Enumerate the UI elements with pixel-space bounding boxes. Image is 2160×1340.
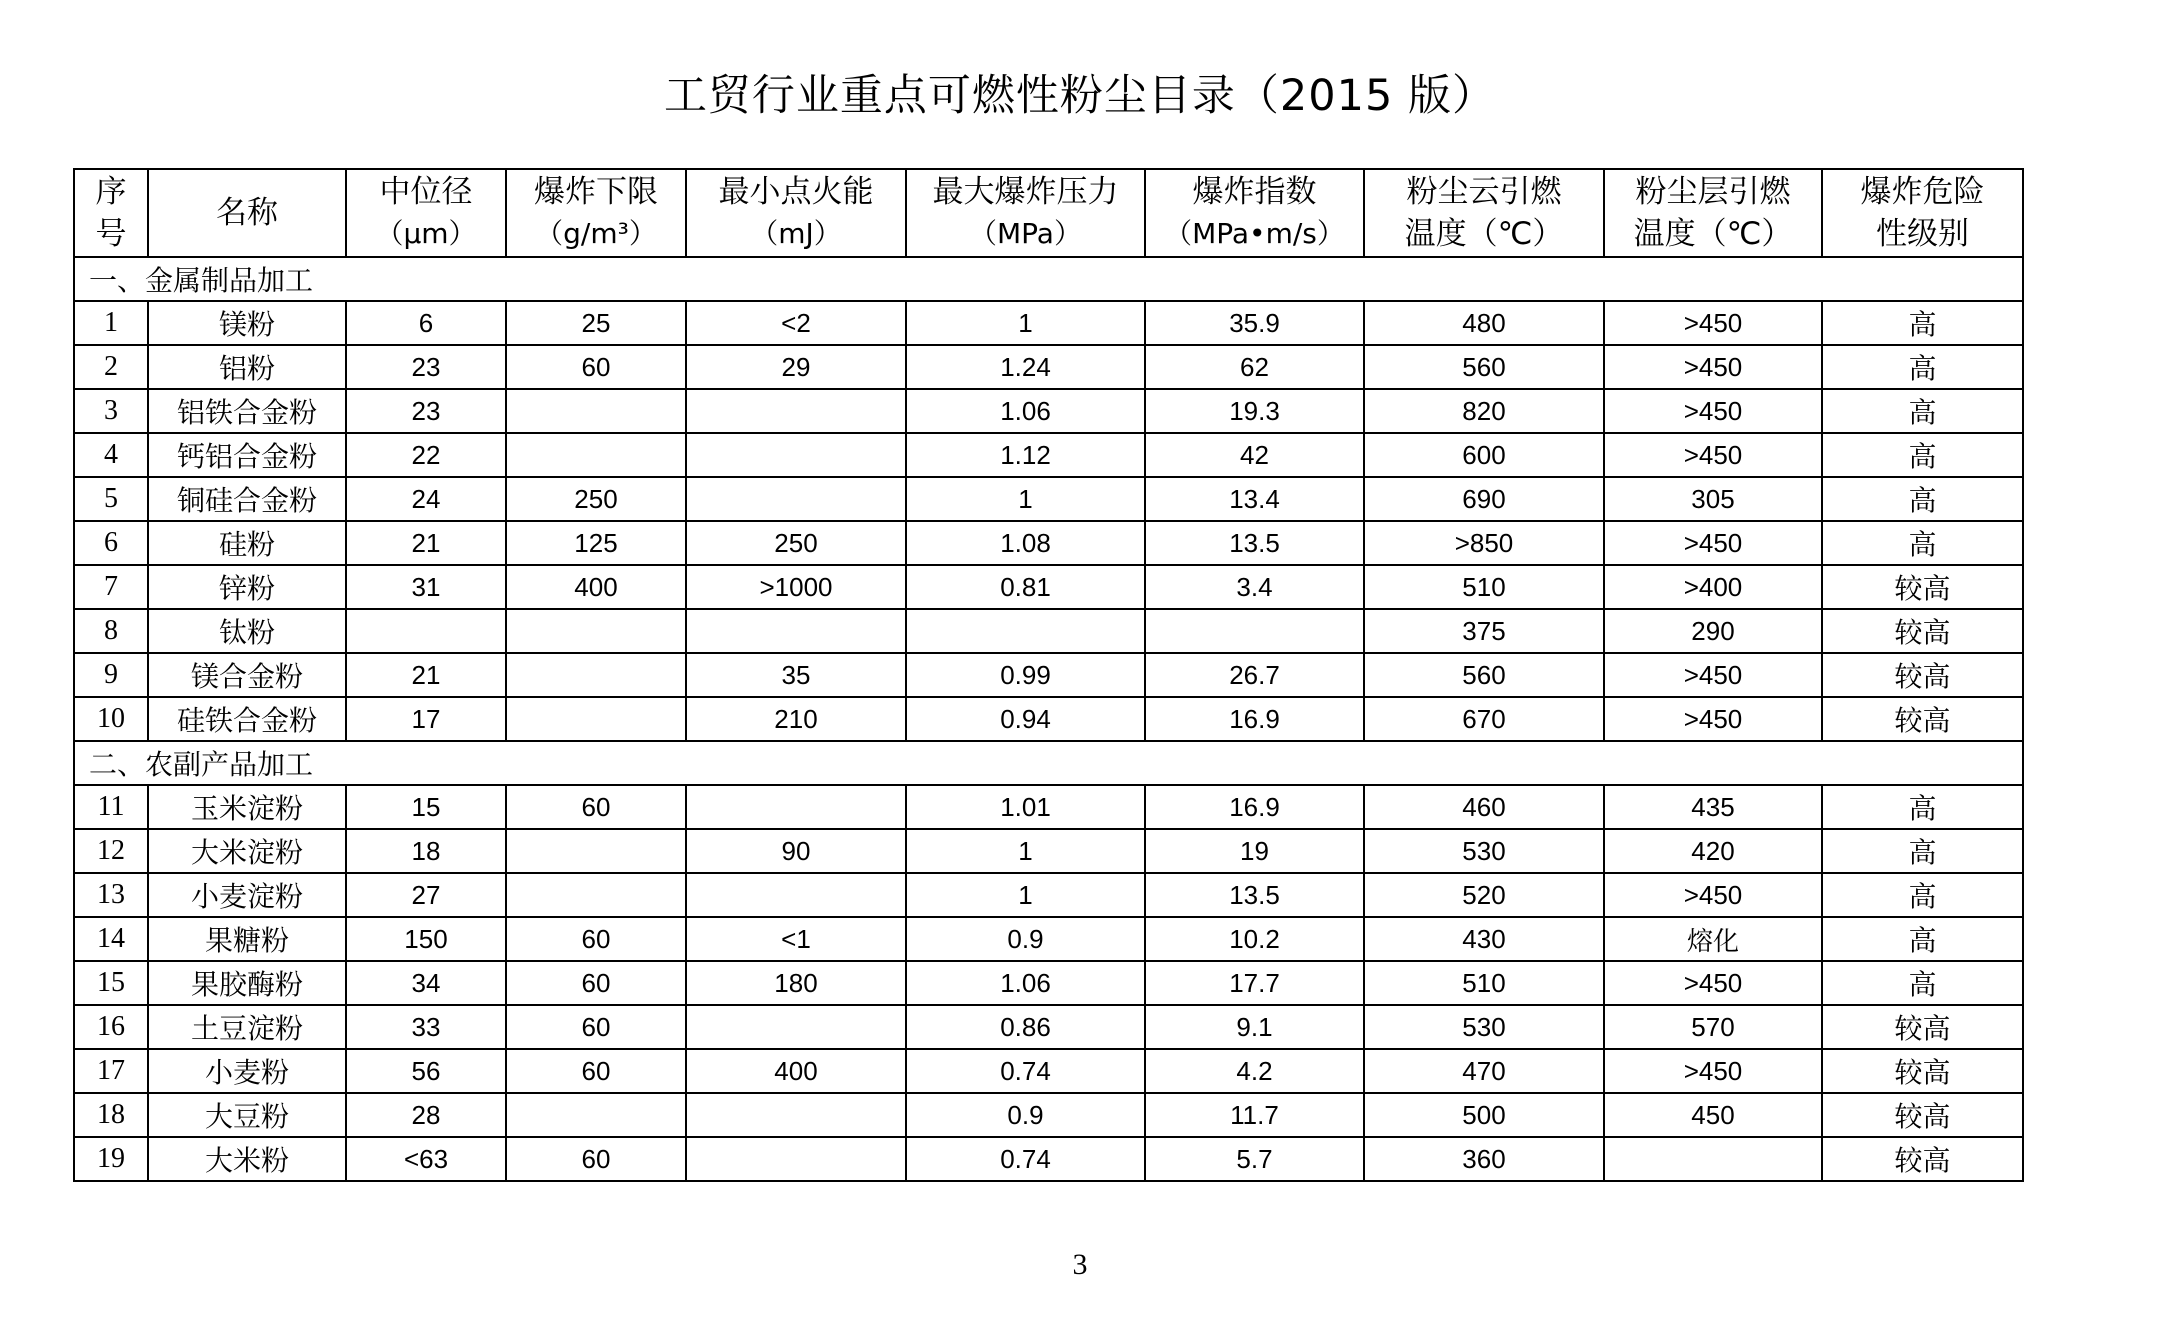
- page-number: 3: [1072, 1248, 1088, 1281]
- cell-explosion-index: 19: [1145, 829, 1364, 873]
- cell-index: 11: [74, 785, 148, 829]
- cell-min-ignition-energy: 180: [686, 961, 906, 1005]
- cell-max-explosion-pressure: 1.08: [906, 521, 1145, 565]
- cell-min-ignition-energy: 400: [686, 1049, 906, 1093]
- cell-lower-explosion-limit: 60: [506, 1049, 686, 1093]
- cell-max-explosion-pressure: 0.9: [906, 917, 1145, 961]
- cell-hazard-level: 高: [1822, 521, 2023, 565]
- cell-index: 14: [74, 917, 148, 961]
- table-row: [74, 345, 2023, 389]
- cell-max-explosion-pressure: 1: [906, 477, 1145, 521]
- cell-median-diameter: 21: [346, 521, 506, 565]
- cell-layer-ignition-temp: >450: [1604, 389, 1822, 433]
- table-row: [74, 477, 2023, 521]
- cell-index: 7: [74, 565, 148, 609]
- cell-explosion-index: [1145, 609, 1364, 653]
- cell-median-diameter: 33: [346, 1005, 506, 1049]
- cell-median-diameter: 150: [346, 917, 506, 961]
- header-min-ignition-energy: 最小点火能 （mJ）: [686, 169, 906, 257]
- cell-cloud-ignition-temp: 510: [1364, 961, 1604, 1005]
- cell-min-ignition-energy: [686, 873, 906, 917]
- cell-cloud-ignition-temp: 510: [1364, 565, 1604, 609]
- cell-min-ignition-energy: >1000: [686, 565, 906, 609]
- header-median-diameter: 中位径 （μm）: [346, 169, 506, 257]
- cell-min-ignition-energy: 35: [686, 653, 906, 697]
- table-row: [74, 829, 2023, 873]
- cell-cloud-ignition-temp: 520: [1364, 873, 1604, 917]
- cell-hazard-level: 高: [1822, 433, 2023, 477]
- cell-index: 18: [74, 1093, 148, 1137]
- cell-min-ignition-energy: [686, 609, 906, 653]
- cell-median-diameter: 31: [346, 565, 506, 609]
- cell-lower-explosion-limit: 250: [506, 477, 686, 521]
- cell-median-diameter: 15: [346, 785, 506, 829]
- cell-hazard-level: 较高: [1822, 1049, 2023, 1093]
- cell-layer-ignition-temp: >450: [1604, 521, 1822, 565]
- cell-lower-explosion-limit: 60: [506, 785, 686, 829]
- cell-explosion-index: 16.9: [1145, 697, 1364, 741]
- cell-max-explosion-pressure: 1.06: [906, 389, 1145, 433]
- dust-table: [73, 168, 2024, 1182]
- cell-layer-ignition-temp: >450: [1604, 433, 1822, 477]
- cell-layer-ignition-temp: >450: [1604, 301, 1822, 345]
- cell-lower-explosion-limit: [506, 389, 686, 433]
- cell-explosion-index: 11.7: [1145, 1093, 1364, 1137]
- cell-lower-explosion-limit: 400: [506, 565, 686, 609]
- header-hazard-level: 爆炸危险 性级别: [1822, 169, 2023, 257]
- cell-explosion-index: 13.4: [1145, 477, 1364, 521]
- cell-index: 16: [74, 1005, 148, 1049]
- cell-layer-ignition-temp: >450: [1604, 697, 1822, 741]
- cell-cloud-ignition-temp: 430: [1364, 917, 1604, 961]
- section-row: [74, 257, 2023, 301]
- cell-max-explosion-pressure: 1.01: [906, 785, 1145, 829]
- header-index: 序 号: [74, 169, 148, 257]
- cell-median-diameter: 56: [346, 1049, 506, 1093]
- cell-cloud-ignition-temp: 820: [1364, 389, 1604, 433]
- cell-cloud-ignition-temp: 560: [1364, 653, 1604, 697]
- cell-lower-explosion-limit: [506, 873, 686, 917]
- table-row: [74, 1005, 2023, 1049]
- cell-lower-explosion-limit: 60: [506, 917, 686, 961]
- cell-lower-explosion-limit: [506, 829, 686, 873]
- cell-name: 小麦淀粉: [148, 873, 346, 917]
- table-row: [74, 521, 2023, 565]
- table-row: [74, 433, 2023, 477]
- cell-cloud-ignition-temp: 480: [1364, 301, 1604, 345]
- cell-name: 镁合金粉: [148, 653, 346, 697]
- header-lower-explosion-limit: 爆炸下限 （g/m³）: [506, 169, 686, 257]
- cell-name: 硅粉: [148, 521, 346, 565]
- section-title: 一、金属制品加工: [74, 257, 2023, 301]
- cell-max-explosion-pressure: 0.81: [906, 565, 1145, 609]
- table-row: [74, 785, 2023, 829]
- cell-name: 玉米淀粉: [148, 785, 346, 829]
- cell-layer-ignition-temp: 450: [1604, 1093, 1822, 1137]
- cell-index: 15: [74, 961, 148, 1005]
- cell-layer-ignition-temp: [1604, 1137, 1822, 1181]
- cell-explosion-index: 62: [1145, 345, 1364, 389]
- cell-hazard-level: 较高: [1822, 1005, 2023, 1049]
- cell-hazard-level: 高: [1822, 873, 2023, 917]
- cell-name: 锌粉: [148, 565, 346, 609]
- cell-median-diameter: 23: [346, 345, 506, 389]
- cell-cloud-ignition-temp: >850: [1364, 521, 1604, 565]
- cell-min-ignition-energy: [686, 1005, 906, 1049]
- cell-median-diameter: 23: [346, 389, 506, 433]
- section-row: [74, 741, 2023, 785]
- table-row: [74, 1137, 2023, 1181]
- cell-hazard-level: 较高: [1822, 653, 2023, 697]
- cell-max-explosion-pressure: 1.06: [906, 961, 1145, 1005]
- cell-name: 硅铁合金粉: [148, 697, 346, 741]
- cell-layer-ignition-temp: >450: [1604, 345, 1822, 389]
- header-max-explosion-pressure: 最大爆炸压力 （MPa）: [906, 169, 1145, 257]
- cell-cloud-ignition-temp: 375: [1364, 609, 1604, 653]
- cell-layer-ignition-temp: 290: [1604, 609, 1822, 653]
- cell-max-explosion-pressure: 1: [906, 301, 1145, 345]
- cell-min-ignition-energy: [686, 433, 906, 477]
- table-row: [74, 1049, 2023, 1093]
- cell-layer-ignition-temp: 420: [1604, 829, 1822, 873]
- cell-min-ignition-energy: [686, 389, 906, 433]
- cell-layer-ignition-temp: 435: [1604, 785, 1822, 829]
- cell-layer-ignition-temp: 熔化: [1604, 917, 1822, 961]
- cell-layer-ignition-temp: >450: [1604, 653, 1822, 697]
- cell-min-ignition-energy: 210: [686, 697, 906, 741]
- table-row: [74, 1093, 2023, 1137]
- cell-explosion-index: 42: [1145, 433, 1364, 477]
- cell-name: 镁粉: [148, 301, 346, 345]
- cell-explosion-index: 3.4: [1145, 565, 1364, 609]
- cell-cloud-ignition-temp: 500: [1364, 1093, 1604, 1137]
- cell-median-diameter: [346, 609, 506, 653]
- cell-lower-explosion-limit: 60: [506, 1005, 686, 1049]
- cell-hazard-level: 较高: [1822, 697, 2023, 741]
- cell-min-ignition-energy: [686, 1093, 906, 1137]
- cell-median-diameter: 27: [346, 873, 506, 917]
- cell-cloud-ignition-temp: 690: [1364, 477, 1604, 521]
- cell-explosion-index: 5.7: [1145, 1137, 1364, 1181]
- cell-max-explosion-pressure: 1.12: [906, 433, 1145, 477]
- cell-hazard-level: 较高: [1822, 1137, 2023, 1181]
- cell-index: 13: [74, 873, 148, 917]
- cell-lower-explosion-limit: [506, 433, 686, 477]
- cell-median-diameter: 28: [346, 1093, 506, 1137]
- cell-hazard-level: 高: [1822, 829, 2023, 873]
- cell-lower-explosion-limit: 25: [506, 301, 686, 345]
- cell-index: 8: [74, 609, 148, 653]
- cell-explosion-index: 13.5: [1145, 521, 1364, 565]
- cell-min-ignition-energy: <2: [686, 301, 906, 345]
- cell-index: 12: [74, 829, 148, 873]
- cell-name: 果糖粉: [148, 917, 346, 961]
- table-row: [74, 609, 2023, 653]
- cell-index: 17: [74, 1049, 148, 1093]
- header-layer-ignition-temp: 粉尘层引燃 温度（℃）: [1604, 169, 1822, 257]
- cell-cloud-ignition-temp: 530: [1364, 1005, 1604, 1049]
- header-cloud-ignition-temp: 粉尘云引燃 温度（℃）: [1364, 169, 1604, 257]
- cell-layer-ignition-temp: >450: [1604, 1049, 1822, 1093]
- cell-hazard-level: 高: [1822, 917, 2023, 961]
- cell-max-explosion-pressure: 0.94: [906, 697, 1145, 741]
- table-row: [74, 389, 2023, 433]
- cell-median-diameter: 17: [346, 697, 506, 741]
- cell-name: 果胶酶粉: [148, 961, 346, 1005]
- cell-name: 铜硅合金粉: [148, 477, 346, 521]
- cell-lower-explosion-limit: 125: [506, 521, 686, 565]
- table-row: [74, 565, 2023, 609]
- cell-min-ignition-energy: 29: [686, 345, 906, 389]
- cell-explosion-index: 4.2: [1145, 1049, 1364, 1093]
- cell-lower-explosion-limit: [506, 609, 686, 653]
- table-row: [74, 917, 2023, 961]
- cell-lower-explosion-limit: [506, 653, 686, 697]
- cell-min-ignition-energy: 250: [686, 521, 906, 565]
- cell-index: 4: [74, 433, 148, 477]
- cell-max-explosion-pressure: 0.74: [906, 1049, 1145, 1093]
- cell-max-explosion-pressure: 1: [906, 873, 1145, 917]
- cell-name: 大豆粉: [148, 1093, 346, 1137]
- table-row: [74, 301, 2023, 345]
- cell-name: 钙铝合金粉: [148, 433, 346, 477]
- cell-hazard-level: 高: [1822, 301, 2023, 345]
- cell-lower-explosion-limit: [506, 1093, 686, 1137]
- table-row: [74, 653, 2023, 697]
- cell-min-ignition-energy: [686, 1137, 906, 1181]
- cell-cloud-ignition-temp: 360: [1364, 1137, 1604, 1181]
- cell-max-explosion-pressure: 0.86: [906, 1005, 1145, 1049]
- cell-layer-ignition-temp: >450: [1604, 873, 1822, 917]
- cell-explosion-index: 10.2: [1145, 917, 1364, 961]
- cell-name: 铝铁合金粉: [148, 389, 346, 433]
- cell-median-diameter: 34: [346, 961, 506, 1005]
- cell-index: 3: [74, 389, 148, 433]
- cell-min-ignition-energy: [686, 477, 906, 521]
- cell-layer-ignition-temp: >450: [1604, 961, 1822, 1005]
- cell-median-diameter: 22: [346, 433, 506, 477]
- cell-median-diameter: 6: [346, 301, 506, 345]
- cell-lower-explosion-limit: 60: [506, 1137, 686, 1181]
- table-row: [74, 961, 2023, 1005]
- cell-cloud-ignition-temp: 460: [1364, 785, 1604, 829]
- cell-layer-ignition-temp: >400: [1604, 565, 1822, 609]
- cell-cloud-ignition-temp: 670: [1364, 697, 1604, 741]
- cell-hazard-level: 高: [1822, 477, 2023, 521]
- cell-hazard-level: 较高: [1822, 565, 2023, 609]
- cell-min-ignition-energy: 90: [686, 829, 906, 873]
- table-row: [74, 873, 2023, 917]
- cell-explosion-index: 26.7: [1145, 653, 1364, 697]
- cell-layer-ignition-temp: 305: [1604, 477, 1822, 521]
- cell-median-diameter: 18: [346, 829, 506, 873]
- cell-explosion-index: 19.3: [1145, 389, 1364, 433]
- cell-median-diameter: 24: [346, 477, 506, 521]
- section-title: 二、农副产品加工: [74, 741, 2023, 785]
- cell-index: 6: [74, 521, 148, 565]
- cell-hazard-level: 较高: [1822, 1093, 2023, 1137]
- cell-median-diameter: <63: [346, 1137, 506, 1181]
- cell-hazard-level: 高: [1822, 961, 2023, 1005]
- cell-hazard-level: 较高: [1822, 609, 2023, 653]
- cell-max-explosion-pressure: 0.9: [906, 1093, 1145, 1137]
- cell-max-explosion-pressure: [906, 609, 1145, 653]
- cell-explosion-index: 9.1: [1145, 1005, 1364, 1049]
- cell-index: 19: [74, 1137, 148, 1181]
- cell-name: 土豆淀粉: [148, 1005, 346, 1049]
- cell-hazard-level: 高: [1822, 389, 2023, 433]
- cell-max-explosion-pressure: 0.99: [906, 653, 1145, 697]
- cell-name: 小麦粉: [148, 1049, 346, 1093]
- cell-cloud-ignition-temp: 560: [1364, 345, 1604, 389]
- cell-index: 1: [74, 301, 148, 345]
- cell-explosion-index: 17.7: [1145, 961, 1364, 1005]
- cell-name: 铝粉: [148, 345, 346, 389]
- document-title: 工贸行业重点可燃性粉尘目录（2015 版）: [663, 71, 1497, 121]
- cell-lower-explosion-limit: [506, 697, 686, 741]
- header-explosion-index: 爆炸指数 （MPa•m/s）: [1145, 169, 1364, 257]
- table-row: [74, 697, 2023, 741]
- cell-layer-ignition-temp: 570: [1604, 1005, 1822, 1049]
- cell-min-ignition-energy: [686, 785, 906, 829]
- cell-lower-explosion-limit: 60: [506, 345, 686, 389]
- cell-min-ignition-energy: <1: [686, 917, 906, 961]
- cell-index: 2: [74, 345, 148, 389]
- cell-cloud-ignition-temp: 600: [1364, 433, 1604, 477]
- cell-lower-explosion-limit: 60: [506, 961, 686, 1005]
- cell-explosion-index: 35.9: [1145, 301, 1364, 345]
- cell-index: 10: [74, 697, 148, 741]
- cell-max-explosion-pressure: 0.74: [906, 1137, 1145, 1181]
- cell-name: 大米淀粉: [148, 829, 346, 873]
- table-header-row: [74, 169, 2023, 257]
- cell-name: 钛粉: [148, 609, 346, 653]
- cell-hazard-level: 高: [1822, 345, 2023, 389]
- cell-hazard-level: 高: [1822, 785, 2023, 829]
- cell-max-explosion-pressure: 1.24: [906, 345, 1145, 389]
- cell-index: 5: [74, 477, 148, 521]
- cell-explosion-index: 13.5: [1145, 873, 1364, 917]
- cell-cloud-ignition-temp: 470: [1364, 1049, 1604, 1093]
- cell-index: 9: [74, 653, 148, 697]
- cell-name: 大米粉: [148, 1137, 346, 1181]
- cell-max-explosion-pressure: 1: [906, 829, 1145, 873]
- cell-median-diameter: 21: [346, 653, 506, 697]
- header-name: 名称: [148, 169, 346, 257]
- cell-explosion-index: 16.9: [1145, 785, 1364, 829]
- cell-cloud-ignition-temp: 530: [1364, 829, 1604, 873]
